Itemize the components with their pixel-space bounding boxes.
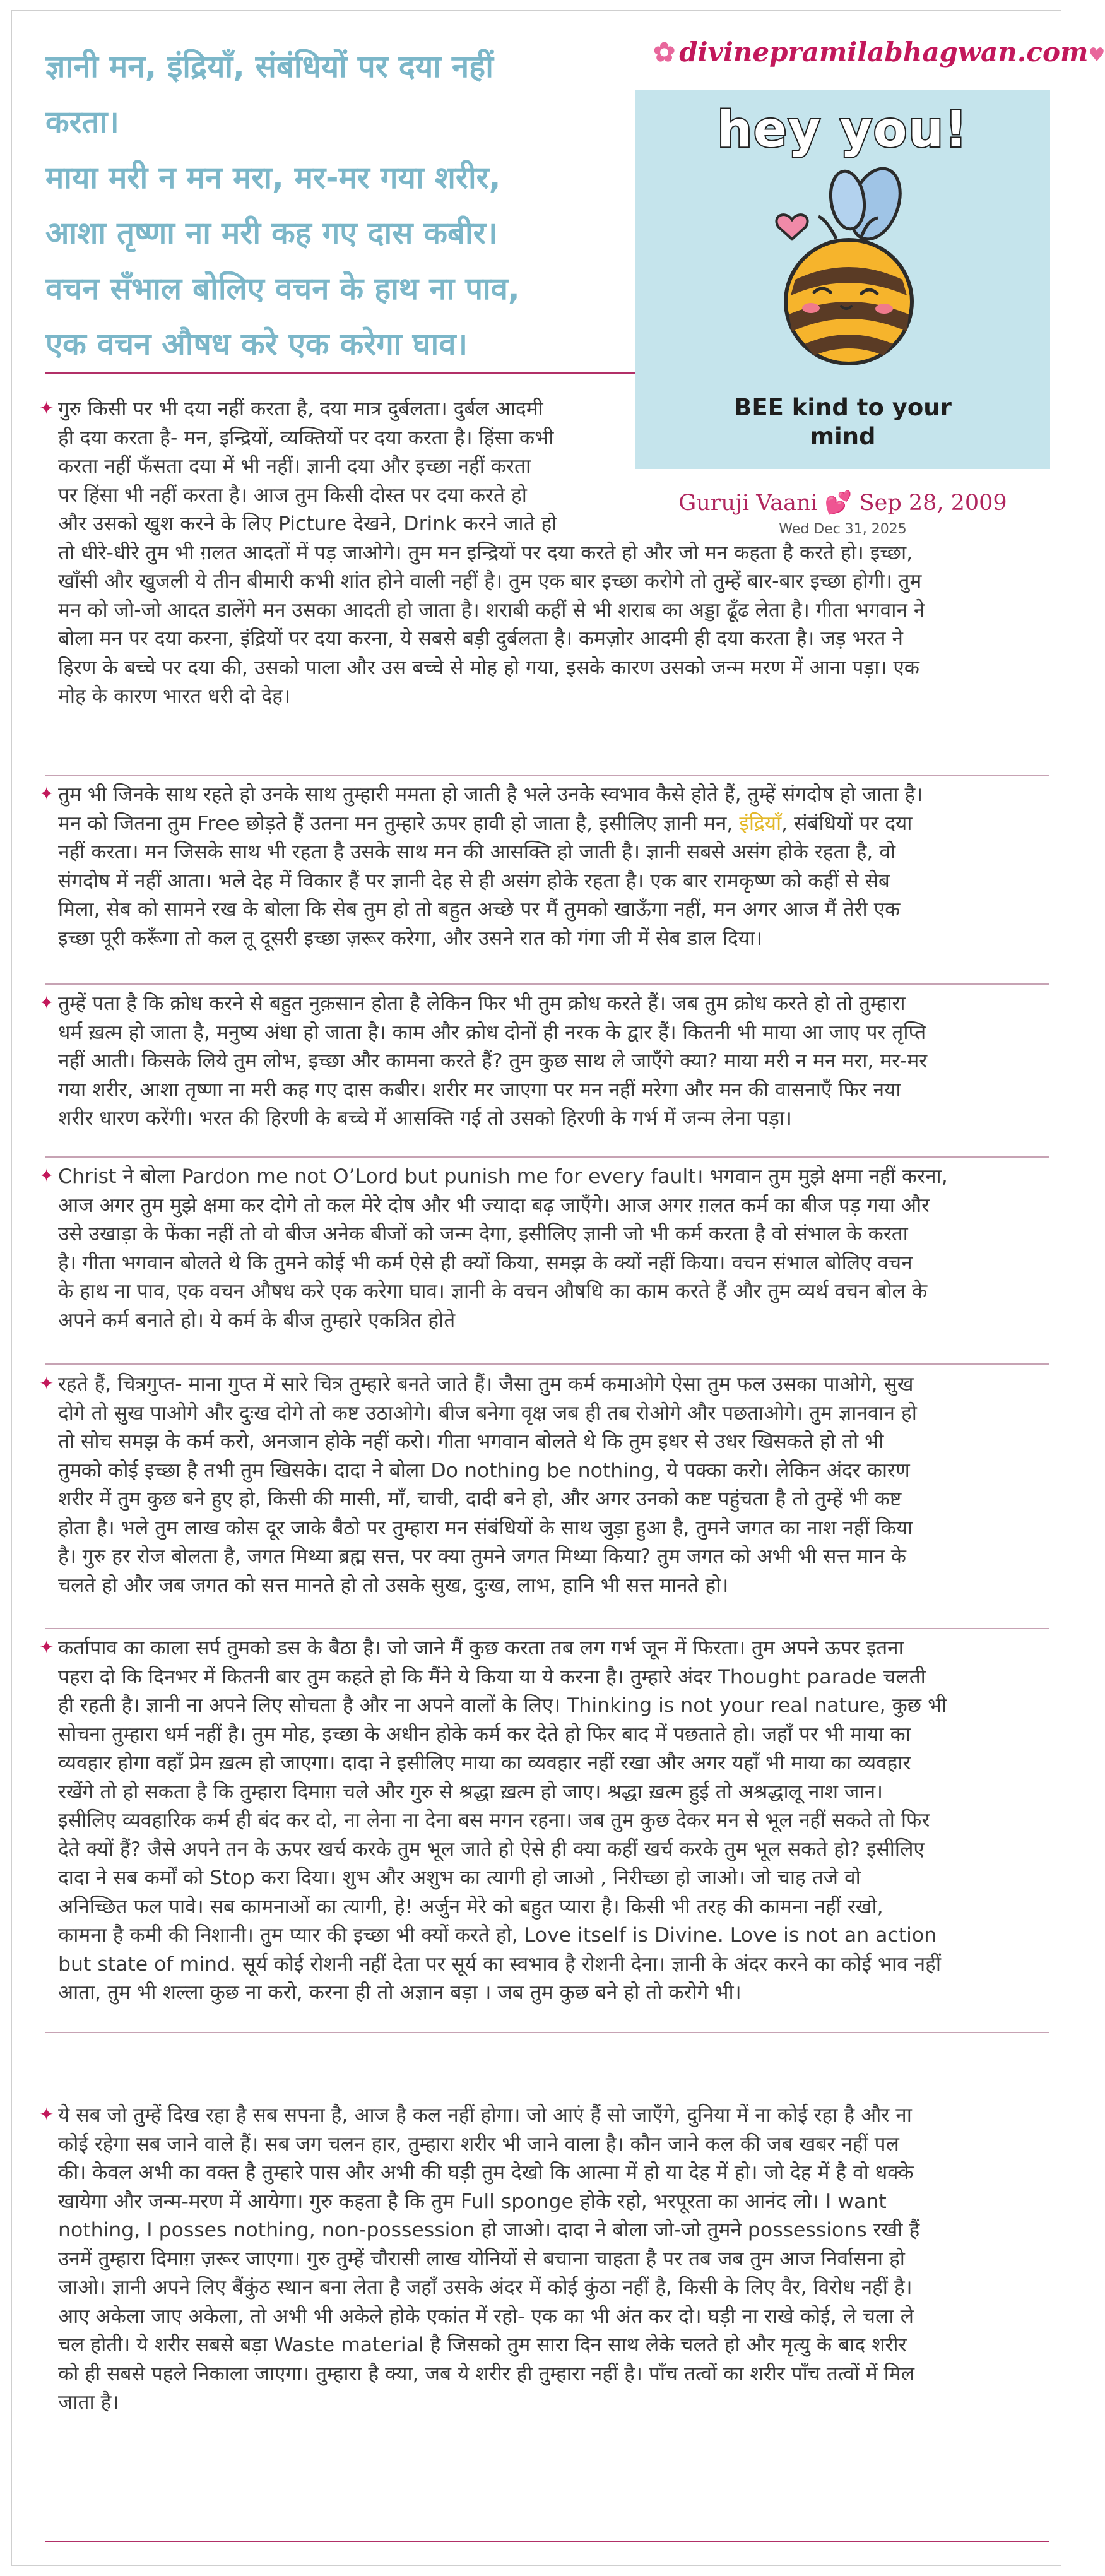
text-line: रखेंगे तो हो सकता है कि तुम्हारा दिमाग़ चले और गुरु से श्रद्धा ख़त्म हो जाए। श्रद्धा ख़त्म हुई तो अश्रद्धालू नाश जान। (58, 1780, 883, 1803)
text-line: तुमको कोई इच्छा है तभी तुम खिसके। दादा ने बोला Do nothing be nothing, ये पक्का करो। लेकिन अंदर कारण (58, 1459, 910, 1482)
text-line: दोगे तो सुख पाओगे और दुःख दोगे तो कष्ट उठाओगे। बीज बनेगा वृक्ष जब ही तब रोओगे और पछताओगे। तुम ज्ञानवान हो (58, 1401, 917, 1425)
bee-antenna (818, 217, 836, 239)
text-line: पहरा दो कि दिनभर में कितनी बार तुम कहते हो कि मैंने ये किया या ये करना है। तुम्हारे अंदर Thought parade चलती (58, 1665, 926, 1689)
text-line: शरीर धारण करेंगी। भरत की हिरणी के बच्चे में आसक्ति गई तो उसको हिरणी के गर्भ में जन्म लेना पड़ा। (58, 1107, 793, 1130)
text-line: रहते हैं, चित्रगुप्त- माना गुप्त में सारे चित्र तुम्हारे बनते जाते हैं। जैसा तुम कर्म कमाओगे ऐसा तुम फल उसका पाओगे, सुख (58, 1373, 914, 1396)
text-line: अपने कर्म बनाते हो। ये कर्म के बीज तुम्हारे एकत्रित होते (58, 1309, 456, 1332)
title-line: वचन सँभाल बोलिए वचन के हाथ ना पाव, (45, 271, 520, 307)
paragraph (39, 1163, 948, 1335)
text-segment: मन को जितना तुम Free छोड़ते हैं उतना मन तुम्हारे ऊपर हावी हो जाता है, इसीलिए ज्ञानी मन, (58, 812, 740, 835)
bullet-icon: ✦ (39, 1373, 54, 1394)
vaani-label: Guruji Vaani (678, 490, 818, 516)
text-line: मिला, सेब को सामने रख के बोला कि सेब तुम हो तो बहुत अच्छे पर मैं तुमको खाऊँगा नहीं, मन अगर आज मैं तेरी एक (58, 898, 901, 921)
lotus-icon: ✿ (653, 37, 676, 68)
text-line: मन को जो-जो आदत डालेंगे मन उसका आदती हो जाता है। शराबी कहीं से भी शराब का अड्डा ढूँढ लेता है। गीता भगवान ने (58, 598, 925, 622)
text-line: नहीं करता। मन जिसके साथ भी रहता है उसके साथ मन की आसक्ति हो जाती है। ज्ञानी सबसे असंग होके रहता है, वो (58, 841, 896, 864)
bullet-icon: ✦ (39, 1637, 54, 1658)
paragraph (39, 395, 925, 711)
text-line: चल होती। ये शरीर सबसे बड़ा Waste material है जिसको तुम सारा दिन साथ लेके चलते हो और मृत्यु के बाद शरीर (58, 2334, 907, 2356)
card-heading: hey you! (717, 102, 969, 158)
title-line: आशा तृष्णा ना मरी कह गए दास कबीर। (45, 215, 498, 251)
text-line: तो धीरे-धीरे तुम भी ग़लत आदतों में पड़ जाओगे। तुम मन इन्द्रियों पर दया करते हो और जो मन कहता है करते हो। इच्छा, (58, 541, 913, 564)
text-line: दादा ने सब कर्मों को Stop करा दिया। शुभ और अशुभ का त्यागी हो जाओ , निरीच्छा हो जाओ। जो चाह तजे वो (58, 1867, 861, 1889)
paragraph-divider (45, 2032, 1049, 2033)
bottom-divider (45, 2541, 1049, 2542)
text-line: और उसको खुश करने के लिए Picture देखने, Drink करने जाते हो (58, 513, 557, 535)
text-line (58, 810, 923, 839)
paragraph-divider (45, 1156, 1049, 1158)
paragraph (39, 1634, 947, 2008)
text-line: ये सब जो तुम्हें दिख रहा है सब सपना है, आज है कल नहीं होगा। जो आएं हैं सो जाएँगे, दुनिया में ना कोई रहा है और ना (58, 2104, 912, 2127)
text-line: उसे उखाड़ा के फेंका नहीं तो वो बीज अनेक बीजों को जन्म देगा, इसीलिए ज्ञानी जो भी कर्म करता है वो संभाल के करता (58, 1223, 908, 1245)
text-line: देते क्यों हैं? जैसे अपने तन के ऊपर खर्च करके तुम भूल जाते हो ऐसे ही क्या कहीं खर्च करके तुम भूल सकते हो? इसीलिए (58, 1837, 925, 1861)
card-caption-line: mind (810, 423, 876, 450)
vaani-date: Sep 28, 2009 (859, 490, 1007, 516)
printed-date: Wed Dec 31, 2025 (779, 521, 907, 537)
text-line: खाँसी और खुजली ये तीन बीमारी कभी शांत होने वाली नहीं है। तुम एक बार इच्छा करोगे तो तुम्हें बार-बार इच्छा होगी। तुम (58, 570, 922, 593)
text-line: nothing, I posses nothing, non-possession हो जाओ। दादा ने बोला जो-जो तुमने possessions रखी हैं (58, 2219, 920, 2241)
text-line: व्यवहार होगा वहाँ प्रेम ख़त्म हो जाएगा। दादा ने इसीलिए माया का व्यवहार नहीं रखा और अगर यहाँ भी माया का व्यवहार (58, 1752, 911, 1774)
bullet-icon: ✦ (39, 992, 54, 1013)
text-line: but state of mind. सूर्य कोई रोशनी नहीं देता पर सूर्य का स्वभाव है रोशनी देना। ज्ञानी के अंदर करने का कोई भाव नहीं (58, 1952, 942, 1976)
text-line: अनिच्छित फल पावे। सब कामनाओं का त्यागी, हे! अर्जुन मेरे को बहुत प्यारा है। किसी भी तरह की कामना नहीं रखो, (58, 1895, 883, 1918)
text-line: ही रहती है। ज्ञानी ना अपने लिए सोचता है और ना अपने वालों के लिए। Thinking is not your real nature, कुछ भी (58, 1694, 947, 1717)
paragraph (39, 781, 923, 953)
text-line: कामना है कमी की निशानी। तुम प्यार की इच्छा भी क्यों करते हो, Love itself is Divine. Love is not an action (58, 1924, 937, 1947)
text-line: आए अकेला जाए अकेला, तो अभी भी अकेले होके एकांत में रहो- एक का भी अंत कर दो। घड़ी ना राखे कोई, ले चला ले (58, 2305, 914, 2328)
text-line: सोचना तुम्हारा धर्म नहीं है। तुम मोह, इच्छा के अधीन होके कर्म कर देते हो फिर बाद में पछताते हो। जहाँ पर भी माया का (58, 1723, 911, 1746)
text-line: इच्छा पूरी करूँगा तो कल तू दूसरी इच्छा ज़रूर करेगा, और उसने रात को गंगा जी में सेब डाल दिया। (58, 927, 763, 950)
bullet-icon: ✦ (39, 398, 54, 418)
paragraph-divider (45, 1363, 1049, 1365)
text-line: संगदोष में नहीं आता। भले देह में विकार हैं पर ज्ञानी देह से ही असंग होके रहता है। एक बार रामकृष्ण को कहीं से सेब (58, 869, 890, 893)
heart-icon: 💕 (824, 490, 853, 516)
text-line: गुरु किसी पर भी दया नहीं करता है, दया मात्र दुर्बलता। दुर्बल आदमी (58, 398, 543, 420)
text-line: तो सोच समझ के कर्म करो, अनजान होके नहीं करो। गीता भगवान बोलते थे कि तुम इधर से उधर खिसकते हो तो भी (58, 1430, 884, 1453)
text-line: जाओ। ज्ञानी अपने लिए बैंकुंठ स्थान बना लेता है जहाँ उसके अंदर में कोई कुंठा नहीं है, किसी के लिए वैर, विरोध नहीं है। (58, 2276, 913, 2299)
text-segment: , संबंधियों पर दया (781, 812, 913, 835)
heart-icon: ♥ (1088, 44, 1105, 66)
paragraph (39, 1370, 917, 1600)
text-line: होता है। भले तुम लाख कोस दूर जाके बैठो पर तुम्हारा मन संबंधियों के साथ जुड़ा हुआ है, तुमने जगत का नाश नहीं किया (58, 1516, 913, 1540)
text-line: हिरण के बच्चे पर दया की, उसको पाला और उस बच्चे से मोह हो गया, इसके कारण उसको जन्म मरण में आना पड़ा। एक (58, 656, 919, 679)
site-name: divinepramilabhagwan.com (679, 37, 1089, 68)
title-line: एक वचन औषध करे एक करेगा घाव। (45, 326, 468, 362)
text-line: Christ ने बोला Pardon me not O’Lord but punish me for every fault। भगवान तुम मुझे क्षमा नहीं करना, (58, 1165, 948, 1188)
text-line: को ही सबसे पहले निकाला जाएगा। तुम्हारा है क्या, जब ये शरीर ही तुम्हारा नहीं है। पाँच तत्वों का शरीर पाँच तत्वों में मिल (58, 2362, 915, 2385)
paragraph-divider (45, 1628, 1049, 1629)
bullet-icon: ✦ (39, 783, 54, 804)
text-line: जाता है। (58, 2391, 119, 2414)
text-line: के हाथ ना पाव, एक वचन औषध करे एक करेगा घाव। ज्ञानी के वचन औषधि का काम करते हैं और तुम व्यर्थ वचन बोल के (58, 1280, 928, 1303)
bullet-icon: ✦ (39, 1165, 54, 1186)
title-divider (45, 372, 635, 374)
text-line: है। गुरु हर रोज बोलता है, जगत मिथ्या ब्रह्म सत्त, पर क्या तुमने जगत मिथ्या किया? तुम जगत को अभी भी सत्त मान के (58, 1545, 906, 1568)
title-line: माया मरी न मन मरा, मर-मर गया शरीर, (45, 160, 501, 196)
text-line: कर्तापाव का काला सर्प तुमको डस के बैठा है। जो जाने मैं कुछ करता तब लग गर्भ जून में फिरता। तुम अपने ऊपर इतना (58, 1637, 904, 1659)
bee-wing (827, 169, 868, 231)
text-line: खायेगा और जन्म-मरण में आयेगा। गुरु कहता है कि तुम Full sponge होके रहो, भरपूरता का आनंद लो। I want (58, 2190, 887, 2213)
text-line: की। केवल अभी का वक्त है तुम्हारे पास और अभी की घड़ी तुम देखो कि आत्मा में हो या देह में हो। जो देह में है वो धक्के (58, 2161, 914, 2184)
text-line: पर हिंसा भी नहीं करता है। आज तुम किसी दोस्त पर दया करते हो (58, 484, 527, 507)
site-logo (653, 37, 1105, 68)
text-line: आता, तुम भी शल्ला कुछ ना करो, करना ही तो अज्ञान बड़ा । जब तुम कुछ बने हो तो करोगे भी। (58, 1981, 742, 2004)
text-line: आज अगर तुम मुझे क्षमा कर दोगे तो कल मेरे दोष और भी ज्यादा बढ़ जाएँगे। आज अगर ग़लत कर्म का बीज पड़ गया और (58, 1194, 930, 1217)
highlight-word: इंद्रियाँ (739, 812, 782, 835)
text-line: ही दया करता है- मन, इन्द्रियों, व्यक्तियों पर दया करता है। हिंसा कभी (58, 426, 554, 449)
text-line: चलते हो और जब जगत को सत्त मानते हो तो उसके सुख, दुःख, लाभ, हानि भी सत्त मानते हो। (58, 1574, 729, 1597)
text-line: धर्म ख़त्म हो जाता है, मनुष्य अंधा हो जाता है। काम और क्रोध दोनों ही नरक के द्वार हैं। कितनी भी माया आ जाए पर तृप्ति (58, 1021, 926, 1044)
text-line: कोई रहेगा सब जाने वाले हैं। सब जग चलन हार, तुम्हारा शरीर भी जाने वाला है। कौन जाने कल की जब खबर नहीं पल (58, 2132, 899, 2156)
paragraph-divider (45, 775, 1049, 776)
title-line: करता। (45, 104, 119, 140)
text-line: है। गीता भगवान बोलते थे कि तुमने कोई भी कर्म ऐसे ही क्यों किया, समझ के क्यों नहीं किया। वचन संभाल बोलिए वचन (58, 1251, 913, 1274)
text-line: उनमें तुम्हारा दिमाग़ ज़रूर जाएगा। गुरु तुम्हें चौरासी लाख योनियों से बचाना चाहता है पर तब जब तुम आज निर्वासना हो (58, 2247, 905, 2270)
bee-cheek (875, 304, 893, 314)
text-line: तुम्हें पता है कि क्रोध करने से बहुत नुक़सान होता है लेकिन फिर भी तुम क्रोध करते हैं। जब तुम क्रोध करते हो तो तुम्हारा (58, 992, 906, 1015)
bee-cheek (802, 303, 820, 313)
bee-illustration (767, 160, 931, 368)
text-line: गया शरीर, आशा तृष्णा ना मरी कह गए दास कबीर। शरीर मर जाएगा पर मन नहीं मरेगा और मन की वासनाएँ फिर नया (58, 1078, 901, 1101)
text-line: बोला मन पर दया करना, इंद्रियों पर दया करना, ये सबसे बड़ी दुर्बलता है। कमज़ोर आदमी ही दया करता है। जड़ भरत ने (58, 627, 904, 650)
text-line: करता नहीं फँसता दया में भी नहीं। ज्ञानी दया और इच्छा नहीं करता (58, 455, 531, 478)
text-line: इसीलिए व्यवहारिक कर्म ही बंद कर दो, ना लेना ना देना बस मगन रहना। जब तुम कुछ देकर मन से भूल नहीं सकते तो फिर (58, 1809, 930, 1832)
text-line: तुम भी जिनके साथ रहते हो उनके साथ तुम्हारी ममता हो जाती है भले उनके स्वभाव कैसे होते हैं, तुम्हें संगदोष हो जाता है। (58, 783, 923, 806)
text-line: शरीर में तुम कुछ बने हुए हो, किसी की मासी, माँ, चाची, दादी बने हो, और अगर उनको कष्ट पहुंचता है तो तुम्हें भी कष्ट (58, 1488, 902, 1511)
paragraph-divider (45, 983, 1049, 985)
bullet-icon: ✦ (39, 2104, 54, 2125)
text-line: मोह के कारण भारत धरी दो देह। (58, 685, 290, 708)
paragraph (39, 990, 928, 1134)
page-title (45, 39, 626, 372)
heart-icon (776, 215, 807, 239)
card-caption-line: BEE kind to your (734, 394, 952, 421)
text-line: नहीं आती। किसके लिये तुम लोभ, इच्छा और कामना करते हैं? तुम कुछ साथ ले जाएँगे क्या? माया मरी न मन मरा, मर-मर (58, 1050, 928, 1072)
title-line: ज्ञानी मन, इंद्रियाँ, संबंधियों पर दया नहीं (45, 49, 493, 85)
paragraph (39, 2101, 920, 2418)
